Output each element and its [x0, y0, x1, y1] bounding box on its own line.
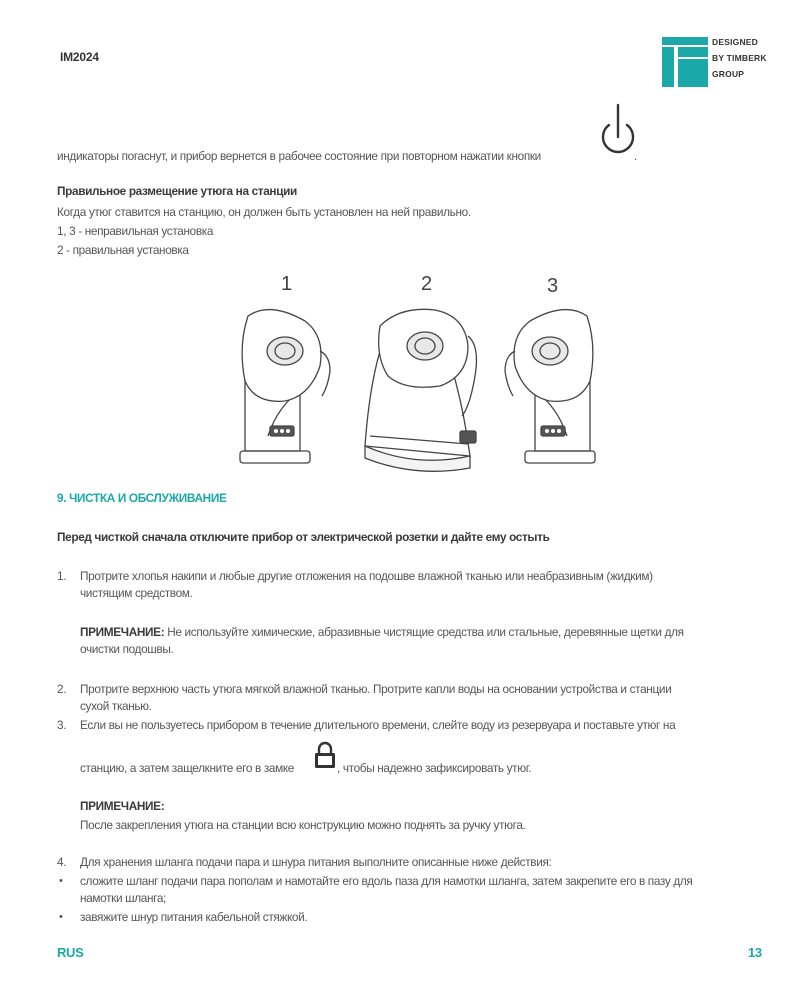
placement-line3: 2 - правильная установка — [57, 243, 189, 257]
logo-text-line2: BY TIMBERK — [712, 53, 767, 63]
placement-title: Правильное размещение утюга на станции — [57, 184, 297, 198]
step-3-line1: Если вы не пользуетесь прибором в течение длительного времени, слейте воду из резервуара и поставьте утюг на — [80, 718, 676, 732]
station-3-incorrect — [505, 310, 595, 463]
step-3-line2b: , чтобы надежно зафиксировать утюг. — [337, 761, 532, 775]
logo-text-line1: DESIGNED — [712, 37, 758, 47]
logo-text-line3: GROUP — [712, 69, 745, 79]
note-1-line2: очистки подошвы. — [80, 642, 174, 656]
note-2-text: После закрепления утюга на станции всю конструкцию можно поднять за ручку утюга. — [80, 818, 526, 832]
placement-line2: 1, 3 - неправильная установка — [57, 224, 214, 238]
power-button-icon — [598, 103, 638, 161]
note-1-label: ПРИМЕЧАНИЕ: — [80, 625, 165, 639]
iron-placement-illustration — [230, 296, 610, 476]
intro-period: . — [634, 149, 637, 163]
bullet-2-marker: • — [59, 911, 63, 923]
placement-line1: Когда утюг ставится на станцию, он должен быть установлен на ней правильно. — [57, 205, 471, 219]
step-2-line2: сухой тканью. — [80, 699, 152, 713]
brand-logo — [662, 37, 772, 87]
step-1-line2: чистящим средством. — [80, 586, 193, 600]
step-1-line1: Протрите хлопья накипи и любые другие отложения на подошве влажной тканью или неабразивным (жидким) — [80, 569, 653, 583]
section-title: 9. ЧИСТКА И ОБСЛУЖИВАНИЕ — [57, 491, 227, 505]
document-model: IM2024 — [60, 50, 99, 64]
note-2-label: ПРИМЕЧАНИЕ: — [80, 799, 165, 813]
step-1-number: 1. — [57, 569, 67, 583]
note-1-text: Не используйте химические, абразивные чистящие средства или стальные, деревянные щетки для — [167, 625, 684, 639]
step-2-number: 2. — [57, 682, 67, 696]
step-2-line1: Протрите верхнюю часть утюга мягкой влажной тканью. Протрите капли воды на основании устройства и станции — [80, 682, 672, 696]
bullet-1-marker: • — [59, 875, 63, 887]
figure-label-2: 2 — [421, 273, 433, 295]
lock-icon — [313, 741, 337, 769]
station-2-correct — [365, 309, 476, 471]
bullet-1-line2: намотки шланга; — [80, 891, 166, 905]
figure-label-3: 3 — [547, 275, 559, 297]
step-3-number: 3. — [57, 718, 67, 732]
note-1 — [80, 625, 684, 640]
step-3-line2a: станцию, а затем защелкните его в замке — [80, 761, 295, 775]
figure-label-1: 1 — [281, 273, 293, 295]
bullet-2-line1: завяжите шнур питания кабельной стяжкой. — [80, 910, 308, 924]
step-4-line1: Для хранения шланга подачи пара и шнура питания выполните описанные ниже действия: — [80, 855, 552, 869]
footer-language: RUS — [57, 945, 84, 960]
footer-page-number: 13 — [748, 945, 762, 960]
bullet-1-line1: сложите шланг подачи пара пополам и намотайте его вдоль паза для намотки шланга, затем закрепите его в пазу для — [80, 874, 693, 888]
step-4-number: 4. — [57, 855, 67, 869]
intro-text: индикаторы погаснут, и прибор вернется в рабочее состояние при повторном нажатии кнопки — [57, 149, 541, 163]
station-1-incorrect — [240, 310, 330, 463]
section-warning: Перед чисткой сначала отключите прибор от электрической розетки и дайте ему остыть — [57, 530, 550, 544]
